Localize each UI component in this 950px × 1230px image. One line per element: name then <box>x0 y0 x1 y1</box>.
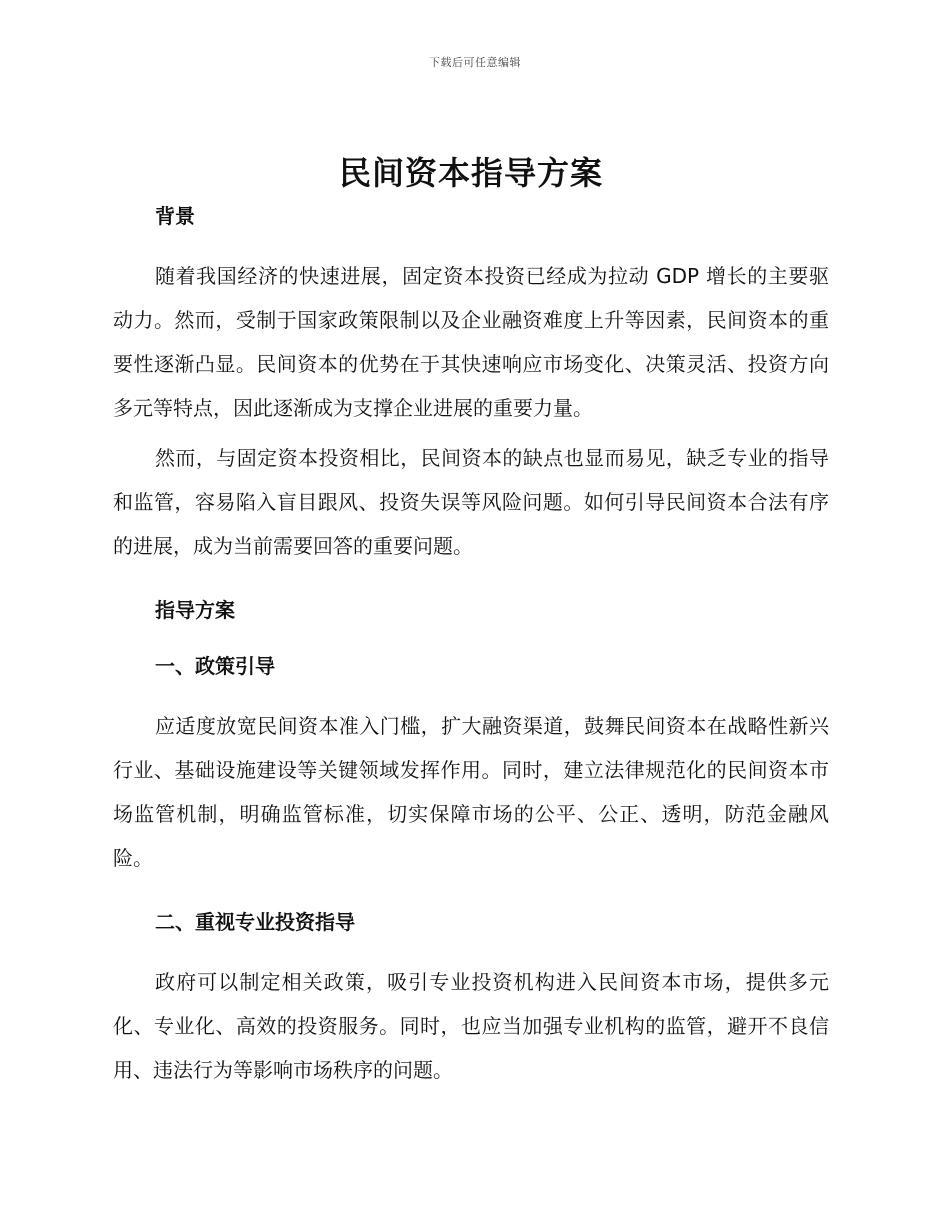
section-heading-plan: 指导方案 <box>155 598 235 622</box>
section-heading-policy: 一、政策引导 <box>155 654 275 678</box>
page-header-note: 下载后可任意编辑 <box>429 56 521 69</box>
section-heading-professional: 二、重视专业投资指导 <box>155 910 355 934</box>
paragraph-background-2: 然而，与固定资本投资相比，民间资本的缺点也显而易见，缺乏专业的指导和监管，容易陷入盲目跟风、投资失误等风险问题。如何引导民间资本合法有序的进展，成为当前需要回答的重要问题。 <box>113 446 829 558</box>
paragraph-policy: 应适度放宽民间资本准入门槛，扩大融资渠道，鼓舞民间资本在战略性新兴行业、基础设施建设等关键领域发挥作用。同时，建立法律规范化的民间资本市场监管机制，明确监管标准，切实保障市场的公平、公正、透明，防范金融风险。 <box>113 714 829 870</box>
paragraph-professional: 政府可以制定相关政策，吸引专业投资机构进入民间资本市场，提供多元化、专业化、高效的投资服务。同时，也应当加强专业机构的监管，避开不良信用、违法行为等影响市场秩序的问题。 <box>113 970 829 1082</box>
section-heading-background: 背景 <box>155 204 195 228</box>
document-body <box>113 150 829 1092</box>
document-title: 民间资本指导方案 <box>338 154 603 192</box>
paragraph-background-1: 随着我国经济的快速进展，固定资本投资已经成为拉动 GDP 增长的主要驱动力。然而，受制于国家政策限制以及企业融资难度上升等因素，民间资本的重要性逐渐凸显。民间资本的优势在于其快速响应市场变化、决策灵活、投资方向多元等特点，因此逐渐成为支撑企业进展的重要力量。 <box>113 264 829 420</box>
